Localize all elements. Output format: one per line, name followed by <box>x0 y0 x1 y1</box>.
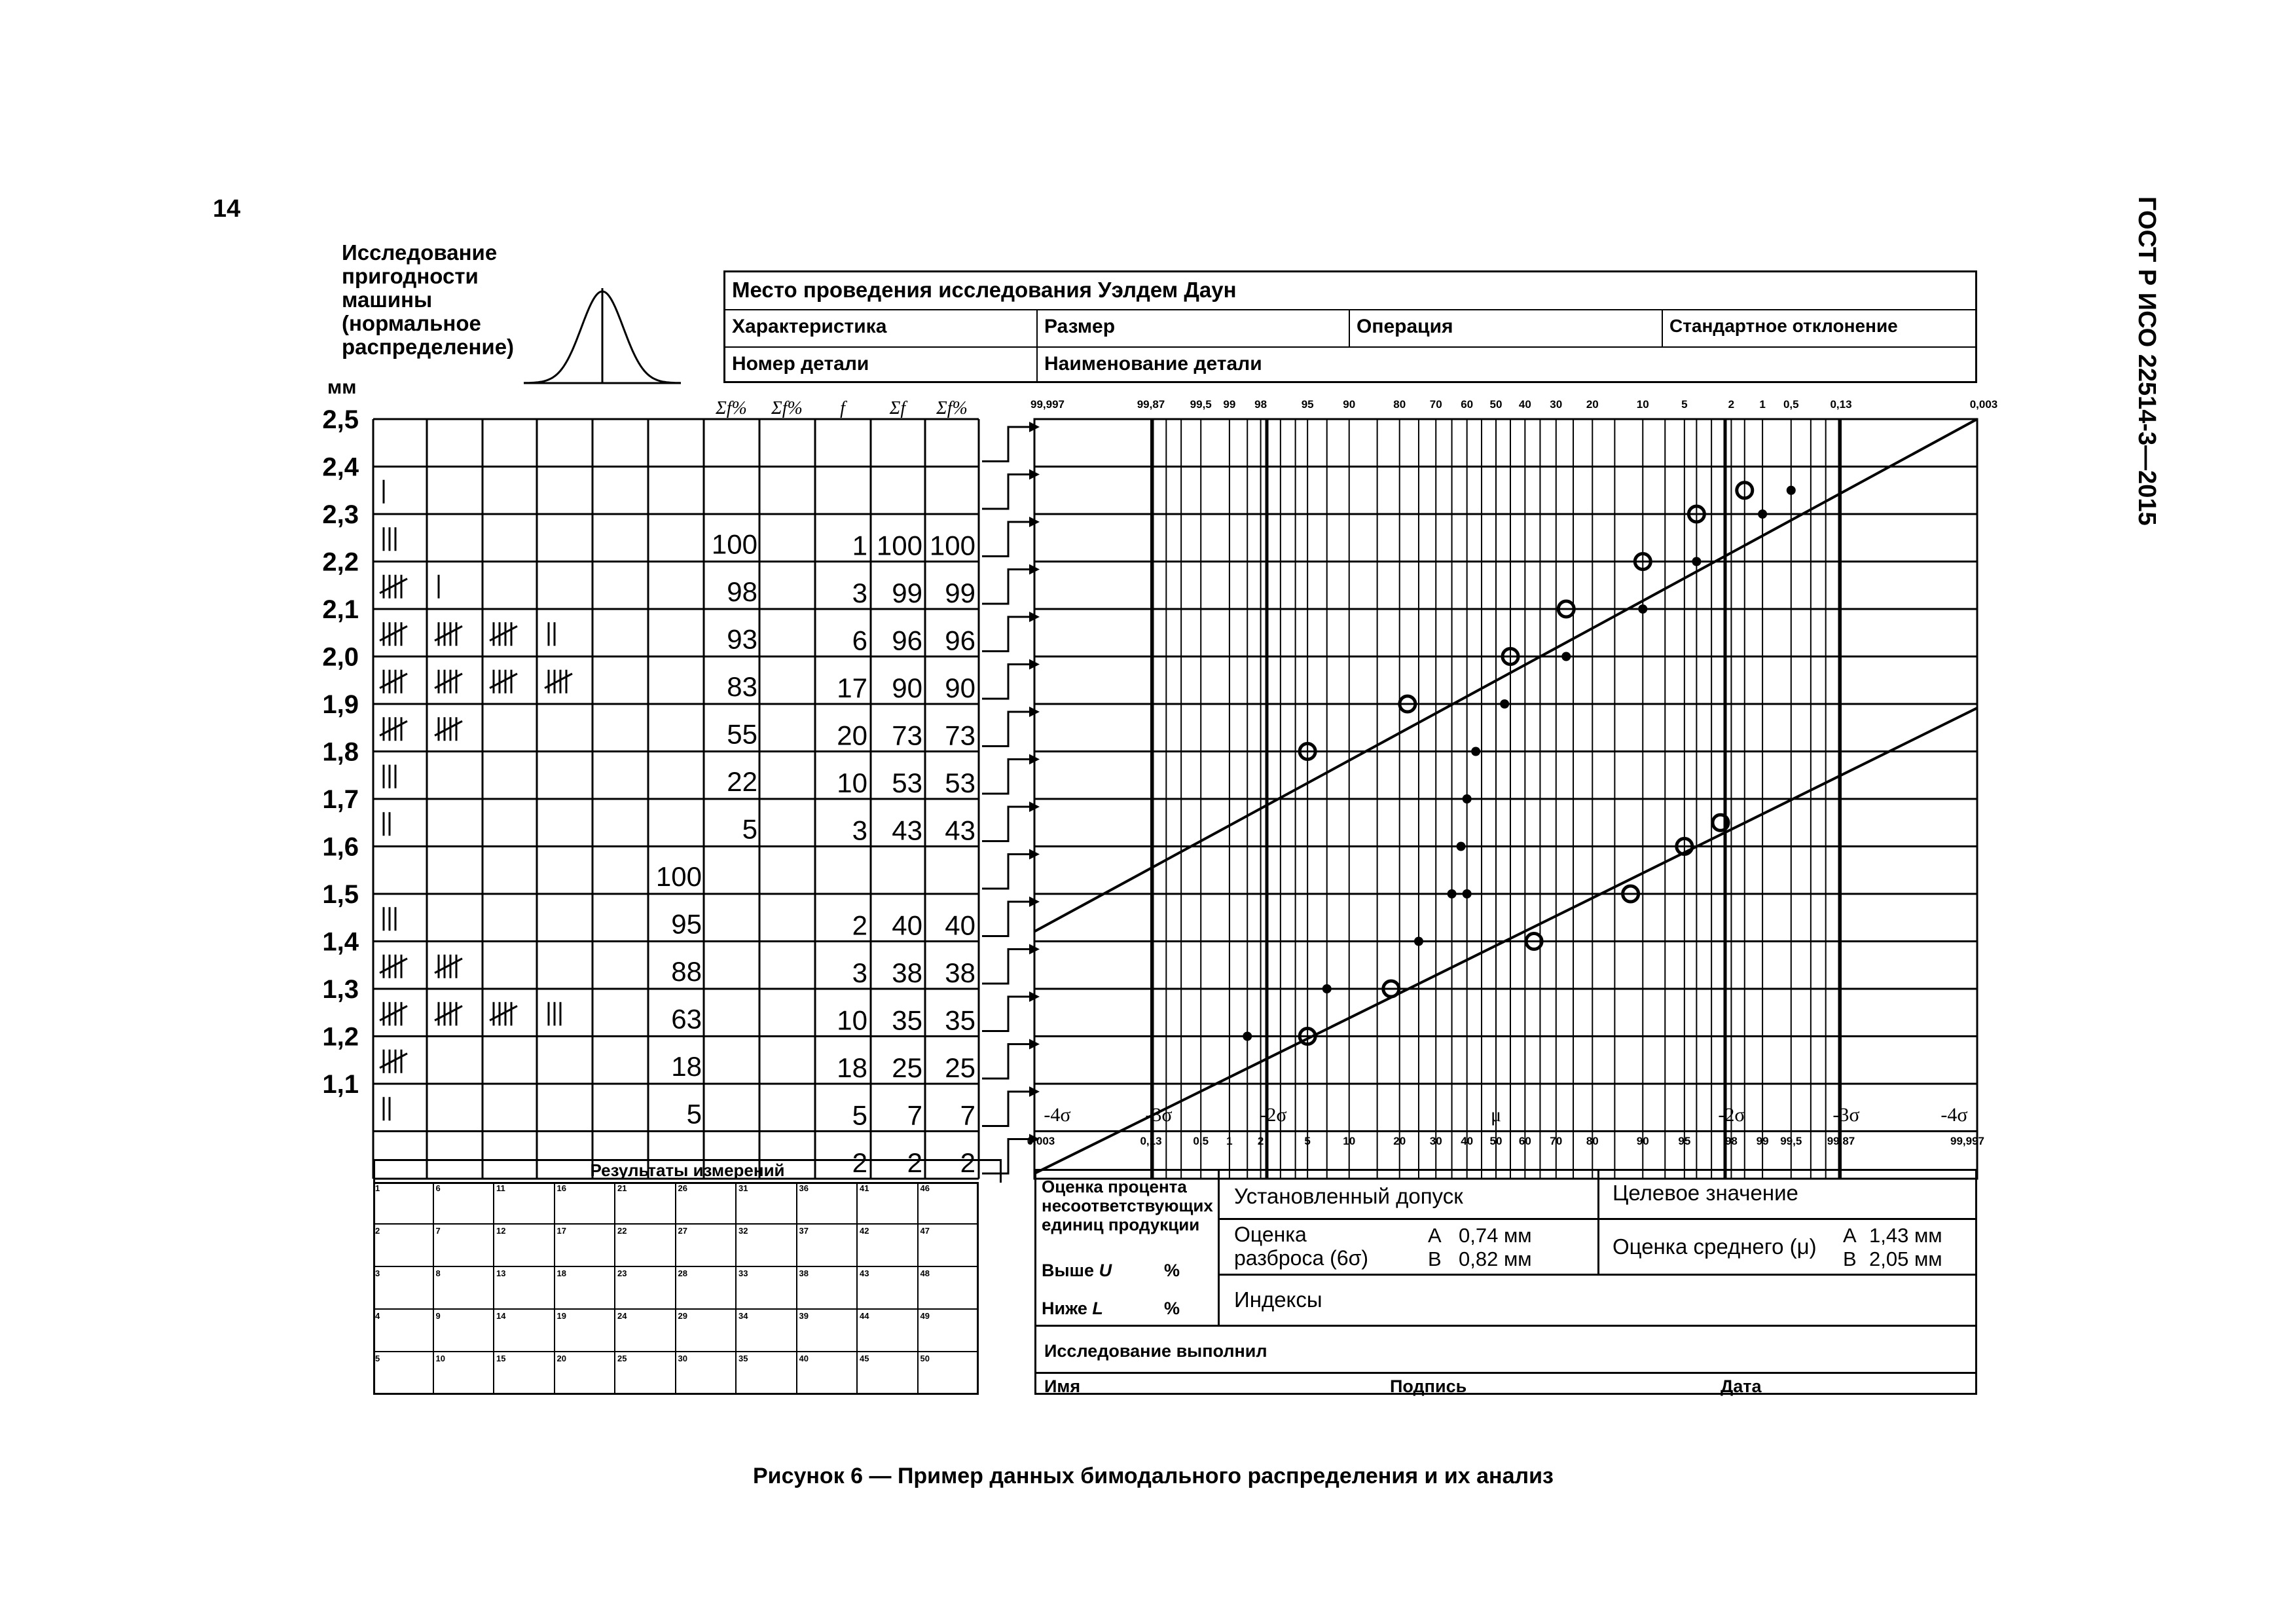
above-percent: % <box>1164 1261 1180 1280</box>
measurement-cell[interactable]: 31 <box>737 1182 797 1225</box>
tally-value: 22 <box>727 766 757 797</box>
measurement-cell[interactable]: 50 <box>919 1352 979 1395</box>
mean-a-letter: А <box>1843 1224 1857 1247</box>
top-tick-label: 0,5 <box>1783 398 1799 411</box>
bottom-tick-label: 0,5 <box>1193 1135 1209 1147</box>
measurement-cell[interactable]: 41 <box>858 1182 919 1225</box>
data-point-dot <box>1448 889 1457 898</box>
tally-grid <box>322 398 979 1179</box>
measurement-cell[interactable]: 2 <box>373 1225 434 1267</box>
measurement-cell[interactable]: 30 <box>676 1352 737 1395</box>
measurement-cell[interactable]: 7 <box>434 1225 495 1267</box>
measurements-title: Результаты измерений <box>590 1160 785 1180</box>
measurement-cell[interactable]: 10 <box>434 1352 495 1395</box>
bottom-tick-label: 99 <box>1756 1135 1769 1147</box>
measurement-cell[interactable]: 20 <box>555 1352 616 1395</box>
tally-value: 90 <box>892 673 922 703</box>
tally-value: 99 <box>945 578 975 608</box>
tolerance-cell <box>1220 1171 1599 1218</box>
measurement-cell[interactable]: 24 <box>615 1310 676 1352</box>
measurement-cell[interactable]: 1 <box>373 1182 434 1225</box>
spread-b-letter: В <box>1428 1247 1442 1270</box>
measurement-cell[interactable]: 26 <box>676 1182 737 1225</box>
measurement-cell[interactable]: 6 <box>434 1182 495 1225</box>
above-row <box>1042 1261 1112 1281</box>
y-axis-label: 2,0 <box>322 642 359 672</box>
measurement-cell[interactable]: 36 <box>797 1182 858 1225</box>
measurement-cell[interactable]: 49 <box>919 1310 979 1352</box>
tally-value: 43 <box>945 815 975 846</box>
row-arrow <box>982 855 1029 889</box>
nonconforming-label: Оценка процента несоответствующих единиц продукции <box>1042 1177 1213 1234</box>
tally-value: 18 <box>837 1052 867 1083</box>
data-point-dot <box>1414 937 1423 946</box>
signature-label: Подпись <box>1390 1376 1467 1396</box>
tally-value: 35 <box>892 1005 922 1036</box>
tally-value: 10 <box>837 1005 867 1036</box>
mean-a-value: 1,43 мм <box>1869 1224 1942 1247</box>
assessment-block <box>1034 1169 1977 1395</box>
study-title-line: Исследование <box>342 240 498 265</box>
bottom-tick-label: 5 <box>1304 1135 1311 1147</box>
y-axis-label: 1,7 <box>322 785 359 814</box>
y-axis-label: 1,9 <box>322 690 359 719</box>
sigma-label: -2σ <box>1718 1104 1745 1126</box>
measurement-cell[interactable]: 44 <box>858 1310 919 1352</box>
row-arrow <box>982 950 1029 984</box>
y-axis-label: 2,3 <box>322 500 359 529</box>
tally-value: 96 <box>892 625 922 656</box>
measurement-cell[interactable]: 17 <box>555 1225 616 1267</box>
bottom-tick-label: 20 <box>1393 1135 1406 1147</box>
measurement-cell[interactable]: 21 <box>615 1182 676 1225</box>
tally-value: 5 <box>686 1098 702 1130</box>
row-arrow <box>982 760 1029 794</box>
top-tick-label: 10 <box>1636 398 1649 411</box>
spread-b-value: 0,82 мм <box>1459 1247 1532 1270</box>
y-axis-label: 1,8 <box>322 737 359 767</box>
tolerance-label: Установленный допуск <box>1234 1184 1463 1208</box>
fitted-line <box>1034 419 1977 932</box>
data-point-dot <box>1787 486 1796 495</box>
tally-col-header: f <box>840 398 845 418</box>
tally-value: 3 <box>852 957 867 988</box>
row-arrow <box>982 617 1029 652</box>
mean-b-value: 2,05 мм <box>1869 1247 1942 1270</box>
operation-label: Операция <box>1350 310 1663 346</box>
measurement-cell[interactable]: 18 <box>555 1267 616 1310</box>
tally-value: 55 <box>727 718 757 750</box>
top-tick-label: 30 <box>1550 398 1563 411</box>
top-tick-label: 1 <box>1759 398 1766 411</box>
measurement-cell[interactable]: 13 <box>494 1267 555 1310</box>
row-arrow <box>982 1092 1029 1126</box>
bottom-tick-label: 99,997 <box>1950 1135 1984 1147</box>
data-point-dot <box>1692 557 1701 566</box>
top-tick-label: 90 <box>1343 398 1356 411</box>
sigma-label: -2σ <box>1260 1104 1287 1126</box>
bottom-tick-label: 0,003 <box>1027 1135 1055 1147</box>
figure-caption: Рисунок 6 — Пример данных бимодального распределения и их анализ <box>753 1464 1554 1488</box>
row-arrow <box>982 807 1029 841</box>
below-var: L <box>1092 1299 1103 1318</box>
row-arrow <box>982 1044 1029 1079</box>
tally-value: 25 <box>945 1052 975 1083</box>
data-point-dot <box>1322 984 1332 993</box>
measurement-cell[interactable]: 22 <box>615 1225 676 1267</box>
measurement-cell[interactable]: 12 <box>494 1225 555 1267</box>
probability-marks <box>1034 419 1977 1173</box>
bottom-tick-label: 70 <box>1550 1135 1563 1147</box>
measurement-cell[interactable]: 27 <box>676 1225 737 1267</box>
mean-b-letter: В <box>1843 1247 1857 1270</box>
date-label: Дата <box>1721 1376 1762 1396</box>
tally-value: 53 <box>892 767 922 798</box>
y-axis-label: 2,5 <box>322 405 359 434</box>
measurement-cell[interactable]: 42 <box>858 1225 919 1267</box>
measurement-cell[interactable]: 3 <box>373 1267 434 1310</box>
y-axis-label: 1,2 <box>322 1022 359 1052</box>
y-axis-label: 2,1 <box>322 595 359 624</box>
std-deviation-label: Стандартное отклонение <box>1669 316 1898 336</box>
tally-value: 1 <box>852 530 867 561</box>
measurement-cell[interactable]: 33 <box>737 1267 797 1310</box>
tally-value: 38 <box>945 957 975 988</box>
tally-value: 2 <box>960 1147 975 1178</box>
sigma-label: -3σ <box>1832 1104 1860 1126</box>
measurement-cell[interactable]: 14 <box>494 1310 555 1352</box>
bottom-tick-label: 30 <box>1429 1135 1442 1147</box>
sigma-label: μ <box>1490 1104 1502 1126</box>
top-tick-label: 98 <box>1254 398 1267 411</box>
data-point-dot <box>1561 652 1571 661</box>
measurement-cell[interactable]: 25 <box>615 1352 676 1395</box>
tally-col-header: Σf% <box>716 398 747 418</box>
measurement-cell[interactable]: 34 <box>737 1310 797 1352</box>
tally-value: 3 <box>852 578 867 608</box>
tally-value: 17 <box>837 673 867 703</box>
bottom-tick-label: 80 <box>1586 1135 1599 1147</box>
tally-value: 96 <box>945 625 975 656</box>
spread-row <box>1220 1220 1977 1276</box>
tally-value: 98 <box>727 576 757 607</box>
top-tick-label: 95 <box>1301 398 1314 411</box>
measurement-cell[interactable]: 32 <box>737 1225 797 1267</box>
measurement-cell[interactable]: 23 <box>615 1267 676 1310</box>
measurement-cell[interactable]: 37 <box>797 1225 858 1267</box>
tally-value: 43 <box>892 815 922 846</box>
y-axis-label: 1,5 <box>322 880 359 909</box>
tally-value: 53 <box>945 767 975 798</box>
tally-value: 3 <box>852 815 867 846</box>
bottom-tick-label: 0,13 <box>1140 1135 1162 1147</box>
data-point-dot <box>1500 699 1509 709</box>
location-label: Место проведения исследования Уэлдем Даун <box>732 278 1237 302</box>
tally-value: 100 <box>929 530 975 561</box>
indices-row <box>1220 1276 1977 1325</box>
measurement-cell[interactable]: 28 <box>676 1267 737 1310</box>
tally-value: 35 <box>945 1005 975 1036</box>
nonconforming-box <box>1036 1171 1220 1325</box>
tally-value: 73 <box>945 720 975 751</box>
tally-value: 100 <box>876 530 922 561</box>
spread-label: Оценка разброса (6σ) <box>1234 1223 1369 1270</box>
y-axis-label: 2,2 <box>322 547 359 577</box>
top-tick-label: 80 <box>1393 398 1406 411</box>
bottom-tick-label: 95 <box>1678 1135 1691 1147</box>
row-arrow <box>982 522 1029 557</box>
bottom-tick-label: 40 <box>1461 1135 1474 1147</box>
bell-curve-icon <box>524 288 681 383</box>
tally-value: 95 <box>671 908 702 940</box>
measurement-cell[interactable]: 19 <box>555 1310 616 1352</box>
top-tick-label: 20 <box>1586 398 1599 411</box>
part-number-label: Номер детали <box>725 348 1038 383</box>
y-axis-label: 1,1 <box>322 1070 359 1099</box>
measurement-cell[interactable]: 16 <box>555 1182 616 1225</box>
row-arrow <box>982 902 1029 936</box>
unit-label: мм <box>327 377 357 398</box>
tally-col-header: Σf% <box>771 398 803 418</box>
below-row <box>1042 1299 1103 1319</box>
y-axis-label: 1,3 <box>322 975 359 1004</box>
spread-a-letter: А <box>1428 1224 1442 1247</box>
bottom-tick-label: 60 <box>1518 1135 1531 1147</box>
tally-value: 38 <box>892 957 922 988</box>
row-arrow <box>982 665 1029 699</box>
study-title-line: пригодности <box>342 264 479 288</box>
measurement-cell[interactable]: 5 <box>373 1352 434 1395</box>
tally-value: 10 <box>837 767 867 798</box>
part-name-label: Наименование детали <box>1044 353 1262 375</box>
measurement-cell[interactable]: 46 <box>919 1182 979 1225</box>
top-tick-label: 99,997 <box>1030 398 1065 411</box>
data-point-dot <box>1463 889 1472 898</box>
data-point-dot <box>1463 794 1472 803</box>
study-title-line: машины <box>342 287 433 312</box>
row-arrow <box>982 997 1029 1031</box>
data-point-dot <box>1638 604 1647 614</box>
tally-value: 93 <box>727 623 757 655</box>
tally-value: 2 <box>852 910 867 941</box>
tally-value: 88 <box>671 956 702 987</box>
bottom-tick-label: 90 <box>1636 1135 1649 1147</box>
above-var: U <box>1099 1261 1112 1280</box>
tally-value: 73 <box>892 720 922 751</box>
y-axis-label: 1,6 <box>322 832 359 862</box>
above-label: Выше <box>1042 1261 1095 1280</box>
bottom-tick-label: 50 <box>1489 1135 1503 1147</box>
tally-value: 25 <box>892 1052 922 1083</box>
below-percent: % <box>1164 1299 1180 1318</box>
tally-value: 7 <box>960 1099 975 1131</box>
probability-grid <box>1027 398 1998 1179</box>
tally-value: 90 <box>945 673 975 703</box>
tally-value: 100 <box>655 861 702 892</box>
row-arrows <box>982 422 1040 1173</box>
tally-col-header: Σf% <box>936 398 968 418</box>
tally-value: 18 <box>671 1051 702 1082</box>
study-title-line: (нормальное <box>342 311 481 335</box>
bottom-tick-label: 98 <box>1724 1135 1738 1147</box>
study-title-line: распределение) <box>342 335 515 359</box>
measurement-cell[interactable]: 9 <box>434 1310 495 1352</box>
top-tick-label: 99 <box>1223 398 1236 411</box>
data-point-dot <box>1471 747 1480 756</box>
row-arrow <box>982 712 1029 747</box>
name-label: Имя <box>1044 1376 1081 1396</box>
measurement-cell[interactable]: 35 <box>737 1352 797 1395</box>
sigma-label: -4σ <box>1044 1104 1071 1126</box>
top-tick-label: 5 <box>1681 398 1688 411</box>
row-arrow <box>982 427 1029 462</box>
measurement-cell[interactable]: 39 <box>797 1310 858 1352</box>
indices-label: Индексы <box>1234 1287 1322 1312</box>
top-tick-label: 50 <box>1489 398 1503 411</box>
tally-col-header: Σf <box>889 398 906 418</box>
measurement-cell[interactable]: 43 <box>858 1267 919 1310</box>
measurement-cell[interactable]: 4 <box>373 1310 434 1352</box>
tally-value: 5 <box>852 1099 867 1131</box>
sigma-label: -3σ <box>1145 1104 1173 1126</box>
tally-value: 6 <box>852 625 867 656</box>
characteristic-label: Характеристика <box>725 310 1038 346</box>
tally-value: 5 <box>742 813 757 845</box>
tally-value: 2 <box>907 1147 922 1178</box>
tally-value: 40 <box>945 910 975 941</box>
bottom-tick-label: 1 <box>1226 1135 1233 1147</box>
data-point-dot <box>1758 509 1767 519</box>
performed-row <box>1036 1325 1977 1374</box>
top-tick-label: 0,13 <box>1830 398 1852 411</box>
y-axis-label: 1,4 <box>322 927 359 957</box>
bottom-tick-label: 99,87 <box>1827 1135 1855 1147</box>
tally-value: 63 <box>671 1003 702 1035</box>
bottom-tick-label: 2 <box>1257 1135 1264 1147</box>
top-tick-label: 0,003 <box>1969 398 1998 411</box>
below-label: Ниже <box>1042 1299 1087 1318</box>
measurement-cell[interactable]: 38 <box>797 1267 858 1310</box>
top-tick-label: 40 <box>1518 398 1531 411</box>
tolerance-row <box>1220 1171 1977 1220</box>
top-tick-label: 2 <box>1728 398 1735 411</box>
standard-id: ГОСТ Р ИСО 22514-3—2015 <box>2133 196 2160 526</box>
data-point-dot <box>1243 1032 1252 1041</box>
spread-cell <box>1220 1220 1599 1274</box>
tally-value: 2 <box>852 1147 867 1178</box>
measurement-cell[interactable]: 11 <box>494 1182 555 1225</box>
target-label: Целевое значение <box>1613 1181 1798 1205</box>
tally-value: 40 <box>892 910 922 941</box>
measurement-cell[interactable]: 15 <box>494 1352 555 1395</box>
page-number: 14 <box>213 195 241 223</box>
top-tick-label: 99,87 <box>1137 398 1165 411</box>
tally-value: 20 <box>837 720 867 751</box>
measurement-cell[interactable]: 45 <box>858 1352 919 1395</box>
mean-label: Оценка среднего (μ) <box>1613 1234 1817 1259</box>
measurement-cell[interactable]: 47 <box>919 1225 979 1267</box>
sigma-label: -4σ <box>1941 1104 1968 1126</box>
measurement-cell[interactable]: 48 <box>919 1267 979 1310</box>
top-tick-label: 70 <box>1429 398 1442 411</box>
tally-value: 83 <box>727 671 757 702</box>
measurements-grid <box>373 1182 979 1395</box>
performed-by-label: Исследование выполнил <box>1044 1341 1267 1361</box>
bottom-tick-label: 99,5 <box>1780 1135 1802 1147</box>
row-arrow <box>982 475 1029 509</box>
tally-value: 100 <box>711 528 757 560</box>
measurement-cell[interactable]: 40 <box>797 1352 858 1395</box>
top-tick-label: 99,5 <box>1190 398 1212 411</box>
bottom-tick-label: 10 <box>1343 1135 1356 1147</box>
tally-value: 99 <box>892 578 922 608</box>
size-label: Размер <box>1038 310 1350 346</box>
tally-value: 7 <box>907 1099 922 1131</box>
top-tick-label: 60 <box>1461 398 1474 411</box>
spread-a-value: 0,74 мм <box>1459 1224 1532 1247</box>
y-axis-label: 2,4 <box>322 452 359 482</box>
data-point-dot <box>1457 842 1466 851</box>
measurement-cell[interactable]: 29 <box>676 1310 737 1352</box>
measurement-cell[interactable]: 8 <box>434 1267 495 1310</box>
row-arrow <box>982 570 1029 604</box>
